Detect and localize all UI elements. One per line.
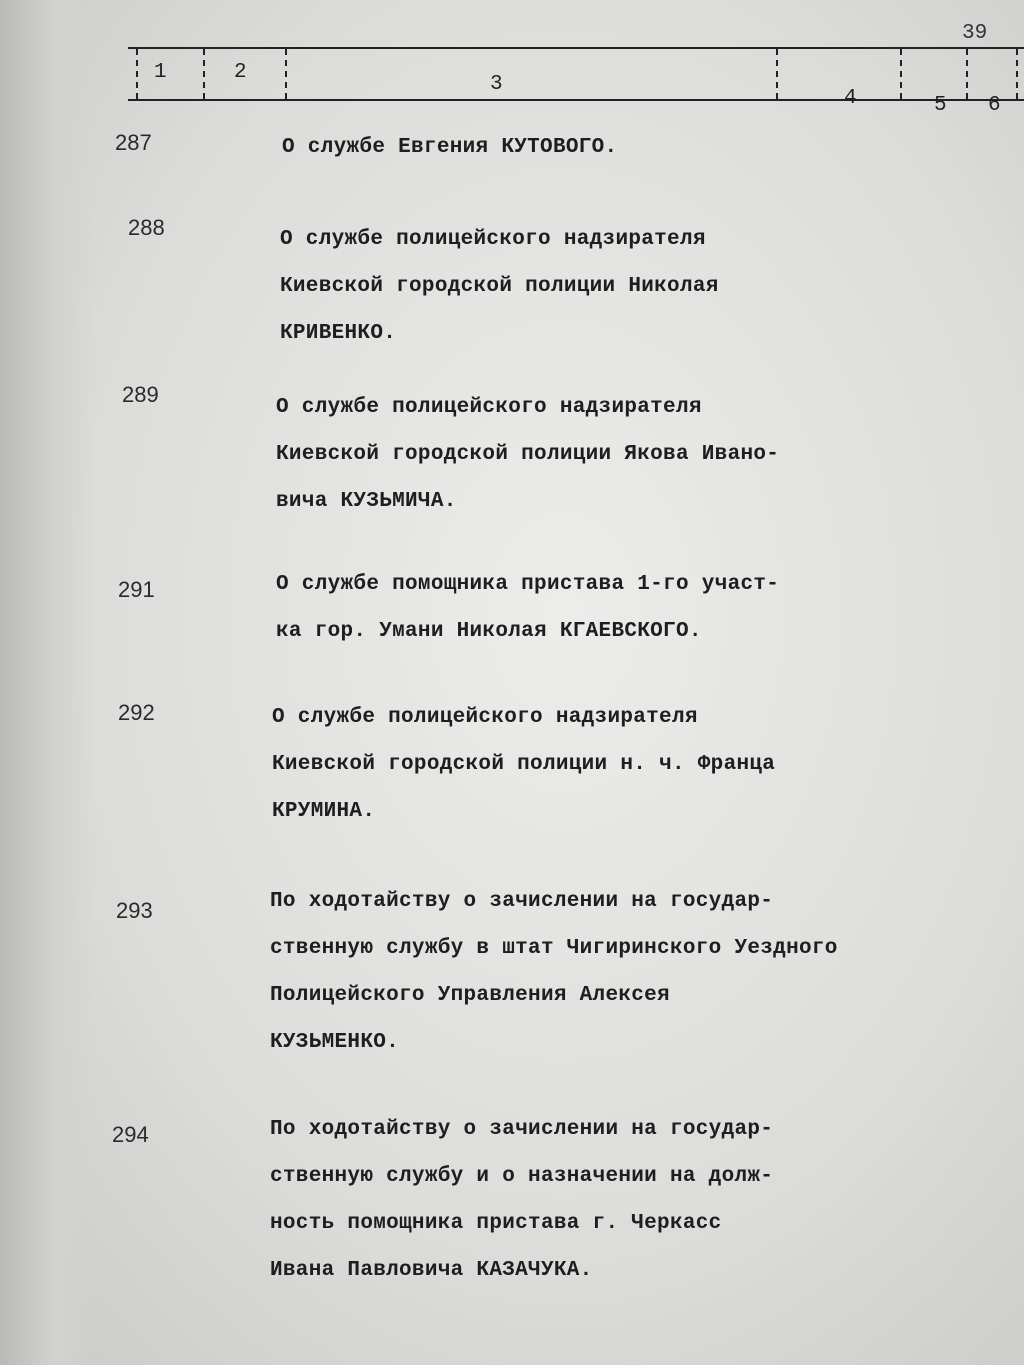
entry-text: По ходотайству о зачислении на государ- ственную службу и о назначении на долж- ность помощника пристава г. Черкасс Ивана Павловича КАЗАЧУКА. bbox=[270, 1118, 774, 1282]
column-divider bbox=[1016, 49, 1018, 99]
entry-number: 293 bbox=[116, 898, 153, 923]
entry-text: О службе полицейского надзирателя Киевской городской полиции н. ч. Франца КРУМИНА. bbox=[272, 706, 776, 823]
column-label-1: 1 bbox=[154, 61, 167, 84]
entry-text: По ходотайству о зачислении на государ- ственную службу в штат Чигиринского Уездного Полицейского Управления Алексея КУЗЬМЕНКО. bbox=[270, 890, 838, 1054]
entry-text: О службе полицейского надзирателя Киевской городской полиции Николая КРИВЕНКО. bbox=[280, 228, 719, 345]
column-divider bbox=[136, 49, 138, 99]
column-divider bbox=[776, 49, 778, 99]
entry-number: 291 bbox=[118, 577, 155, 602]
entry-number: 288 bbox=[128, 215, 165, 240]
column-divider bbox=[900, 49, 902, 99]
column-divider bbox=[966, 49, 968, 99]
column-label-3: 3 bbox=[490, 73, 503, 96]
entry-number: 289 bbox=[122, 382, 159, 407]
entry-number: 287 bbox=[115, 130, 152, 155]
column-divider bbox=[203, 49, 205, 99]
page-number: 39 bbox=[962, 22, 988, 45]
entry-number: 292 bbox=[118, 700, 155, 725]
column-label-6: 6 bbox=[988, 94, 1001, 117]
page-gutter-shadow bbox=[0, 0, 95, 1365]
column-divider bbox=[285, 49, 287, 99]
entry-text: О службе Евгения КУТОВОГО. bbox=[282, 136, 618, 159]
entry-text: О службе полицейского надзирателя Киевской городской полиции Якова Ивано- вича КУЗЬМИЧА. bbox=[276, 396, 780, 513]
entry-number: 294 bbox=[112, 1122, 149, 1147]
entry-text: О службе помощника пристава 1-го участ- ка гор. Умани Николая КГАЕВСКОГО. bbox=[276, 573, 780, 643]
column-label-5: 5 bbox=[934, 94, 947, 117]
column-header-table bbox=[128, 47, 1024, 117]
column-label-4: 4 bbox=[844, 87, 857, 110]
column-label-2: 2 bbox=[234, 61, 247, 84]
